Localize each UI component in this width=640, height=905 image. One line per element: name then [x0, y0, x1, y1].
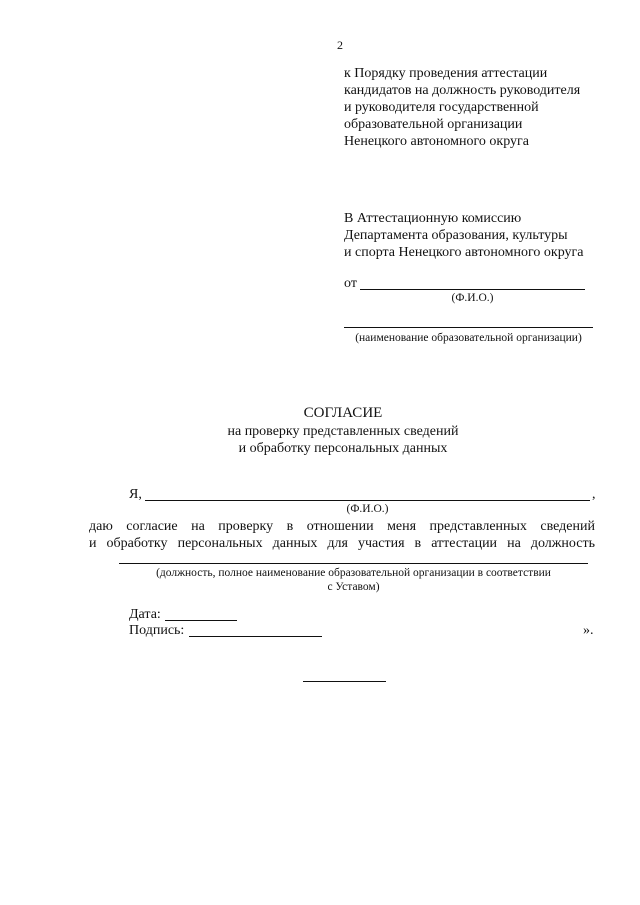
position-caption: (должность, полное наименование образовательной организации в соответствии [156, 567, 551, 579]
signature-field[interactable] [189, 636, 322, 637]
header-line: и руководителя государственной [344, 100, 539, 115]
i-label: Я, [129, 487, 142, 502]
date-field[interactable] [165, 620, 237, 621]
signature-label: Подпись: [129, 623, 185, 638]
addressee-line: В Аттестационную комиссию [344, 211, 522, 226]
comma: , [592, 487, 596, 502]
applicant-fio-field[interactable] [145, 500, 590, 501]
closing-quote: ». [583, 623, 594, 638]
organization-field[interactable] [344, 327, 593, 328]
header-line: Ненецкого автономного округа [344, 134, 529, 149]
organization-caption: (наименование образовательной организации) [355, 332, 582, 344]
consent-text-line: и обработку персональных данных для участия в аттестации на должность [89, 536, 595, 551]
applicant-fio-caption: (Ф.И.О.) [346, 503, 389, 515]
consent-text-line: даю согласие на проверку в отношении меня представленных сведений [89, 519, 595, 534]
position-caption: с Уставом) [327, 581, 380, 593]
header-line: образовательной организации [344, 117, 523, 132]
header-line: кандидатов на должность руководителя [344, 83, 581, 98]
position-field[interactable] [119, 563, 588, 564]
from-fio-caption: (Ф.И.О.) [451, 292, 494, 304]
addressee-line: и спорта Ненецкого автономного округа [344, 245, 584, 260]
addressee-block [344, 210, 583, 261]
from-label: от [344, 276, 357, 291]
title-subtitle-line: на проверку представленных сведений [227, 424, 459, 439]
header-line: к Порядку проведения аттестации [344, 66, 548, 81]
from-fio-field[interactable] [360, 289, 585, 290]
page-number: 2 [337, 38, 343, 52]
title-subtitle-line: и обработку персональных данных [238, 441, 448, 456]
date-label: Дата: [129, 607, 161, 622]
document-title: СОГЛАСИЕ [303, 405, 383, 421]
end-separator [303, 681, 386, 682]
header-block [344, 65, 580, 150]
addressee-line: Департамента образования, культуры [344, 228, 568, 243]
